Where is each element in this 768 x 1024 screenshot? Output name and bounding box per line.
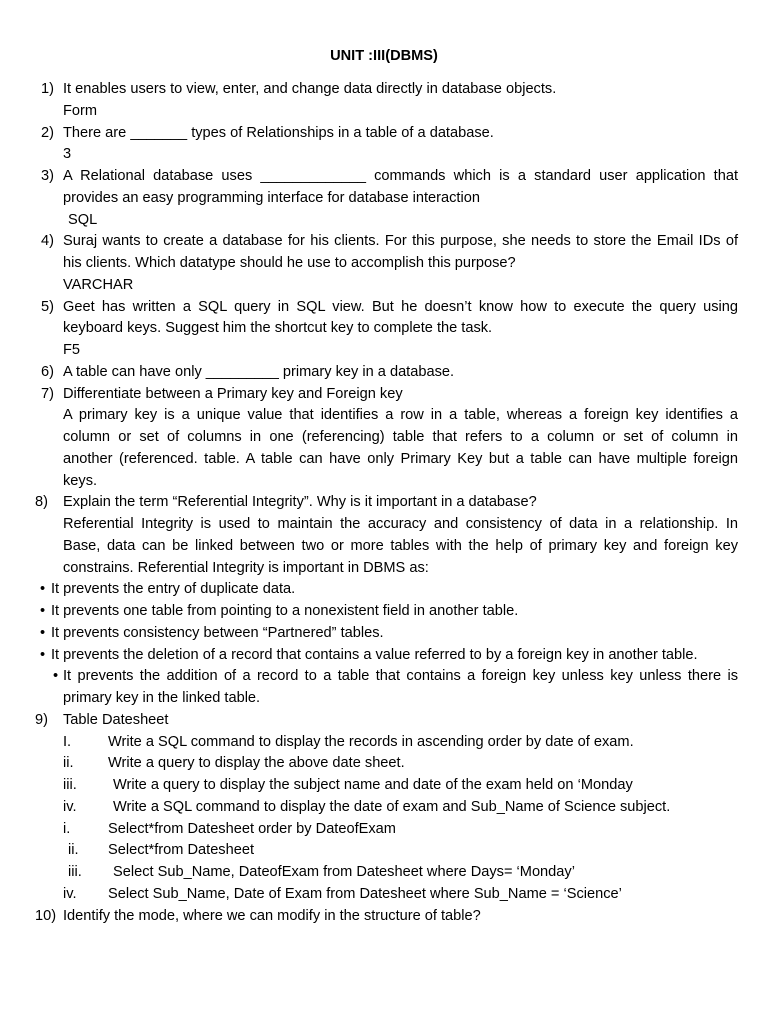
question-8 [0, 492, 768, 514]
bullet-text: It prevents the addition of a record to a table that contains a foreign key unless key unless there is [63, 668, 738, 685]
answer-2 [0, 144, 768, 166]
bullet-icon: • [40, 646, 46, 663]
sub-answer [0, 840, 768, 862]
question-number: 5) [41, 298, 54, 315]
question-text: Explain the term “Referential Integrity”. Why is it important in a database? [63, 494, 537, 511]
answer-text: VARCHAR [63, 276, 134, 293]
question-text: provides an easy programming interface for database interaction [63, 189, 480, 206]
answer-8-line [0, 514, 768, 536]
question-7 [0, 384, 768, 406]
sub-answer-text: Select Sub_Name, Date of Exam from Datesheet where Sub_Name = ‘Science’ [108, 885, 622, 902]
answer-7-line [0, 449, 768, 471]
answer-5 [0, 340, 768, 362]
question-text: Differentiate between a Primary key and Foreign key [63, 385, 403, 402]
answer-4 [0, 275, 768, 297]
question-number: 1) [41, 81, 54, 97]
question-number: 8) [35, 494, 48, 511]
question-10 [0, 906, 768, 928]
question-5-cont [0, 318, 768, 340]
question-number: 2) [41, 124, 54, 141]
answer-8-line [0, 536, 768, 558]
question-text: Suraj wants to create a database for his clients. For this purpose, she needs to store the Email IDs of [63, 233, 738, 250]
sub-question [0, 775, 768, 797]
answer-text: another (referenced. table. A table can have only Primary Key but a table can have multiple foreign [63, 450, 738, 467]
bullet-icon: • [40, 624, 46, 641]
sub-question-number: iv. [63, 798, 77, 815]
sub-answer [0, 819, 768, 841]
sub-answer-number: iii. [68, 864, 82, 880]
sub-question-text: Write a SQL command to display the date of exam and Sub_Name of Science subject. [113, 798, 671, 815]
bullet-item-cont [0, 688, 768, 710]
answer-3 [0, 210, 768, 232]
answer-8-line [0, 558, 768, 580]
bullet-text: It prevents the entry of duplicate data. [51, 581, 296, 598]
question-text: Geet has written a SQL query in SQL view. But he doesn’t know how to execute the query using [63, 298, 738, 315]
answer-text: F5 [63, 342, 81, 358]
question-text: A Relational database uses _____________ commands which is a standard user application that [63, 168, 738, 184]
sub-answer-number: i. [63, 820, 71, 837]
question-3 [0, 166, 768, 188]
sub-answer-number: ii. [68, 842, 79, 859]
bullet-text: It prevents one table from pointing to a nonexistent field in another table. [51, 603, 519, 619]
answer-text: Referential Integrity is used to maintain the accuracy and consistency of data in a relationship. In [63, 516, 738, 532]
sub-answer-text: Select*from Datesheet order by DateofExam [108, 820, 396, 837]
sub-question-text: Write a SQL command to display the records in ascending order by date of exam. [108, 733, 634, 750]
bullet-icon: • [40, 581, 46, 598]
sub-answer-number: iv. [63, 885, 77, 902]
answer-7-line [0, 427, 768, 449]
answer-1 [0, 101, 768, 123]
bullet-text: It prevents consistency between “Partnered” tables. [51, 624, 384, 641]
sub-question-number: iii. [63, 777, 77, 793]
sub-question-number: I. [63, 733, 72, 750]
question-9 [0, 710, 768, 732]
question-4-cont [0, 253, 768, 275]
question-text: A table can have only _________ primary key in a database. [63, 363, 455, 380]
question-5 [0, 297, 768, 319]
bullet-icon: • [40, 603, 46, 619]
answer-text: column or set of columns in one (referencing) table that refers to a column or set of column in [63, 429, 738, 445]
bullet-item [0, 579, 768, 601]
bullet-item [0, 666, 768, 688]
sub-question [0, 732, 768, 754]
question-number: 3) [41, 168, 54, 184]
question-1 [0, 79, 768, 101]
question-number: 10) [35, 907, 57, 924]
sub-answer-text: Select*from Datesheet [108, 842, 255, 859]
question-list [0, 79, 768, 927]
question-number: 4) [41, 233, 54, 250]
answer-7-line [0, 405, 768, 427]
question-text: Table Datesheet [63, 711, 169, 728]
question-number: 9) [35, 711, 48, 728]
sub-question [0, 753, 768, 775]
question-text: It enables users to view, enter, and change data directly in database objects. [63, 81, 557, 97]
sub-answer [0, 884, 768, 906]
question-3-cont [0, 188, 768, 210]
question-text: his clients. Which datatype should he use to accomplish this purpose? [63, 255, 516, 271]
answer-text: constrains. Referential Integrity is important in DBMS as: [63, 559, 429, 576]
question-6 [0, 362, 768, 384]
bullet-item [0, 645, 768, 667]
sub-question-number: ii. [63, 755, 74, 772]
page-title: UNIT :III(DBMS) [330, 48, 438, 64]
sub-answer [0, 862, 768, 884]
question-number: 7) [41, 385, 54, 402]
bullet-item [0, 601, 768, 623]
sub-question [0, 797, 768, 819]
answer-text: A primary key is a unique value that identifies a row in a table, whereas a foreign key identifies a [63, 407, 738, 424]
sub-question-text: Write a query to display the above date sheet. [108, 755, 405, 772]
bullet-text: It prevents the deletion of a record that contains a value referred to by a foreign key in another table. [51, 646, 698, 663]
bullet-text: primary key in the linked table. [63, 690, 261, 706]
answer-text: Base, data can be linked between two or more tables with the help of primary key and foreign key [63, 537, 738, 554]
question-2 [0, 123, 768, 145]
answer-7-line [0, 471, 768, 493]
sub-answer-text: Select Sub_Name, DateofExam from Datesheet where Days= ‘Monday’ [113, 864, 575, 880]
question-4 [0, 231, 768, 253]
question-text: Identify the mode, where we can modify in the structure of table? [63, 907, 481, 924]
answer-text: 3 [63, 146, 72, 163]
question-number: 6) [41, 363, 54, 380]
sub-question-text: Write a query to display the subject name and date of the exam held on ‘Monday [113, 777, 633, 793]
answer-text: Form [63, 102, 98, 119]
question-text: keyboard keys. Suggest him the shortcut key to complete the task. [63, 320, 493, 337]
bullet-item [0, 623, 768, 645]
answer-text: SQL [68, 211, 98, 228]
question-text: There are _______ types of Relationships in a table of a database. [63, 124, 494, 141]
answer-text: keys. [63, 472, 98, 489]
bullet-icon: • [53, 668, 59, 685]
